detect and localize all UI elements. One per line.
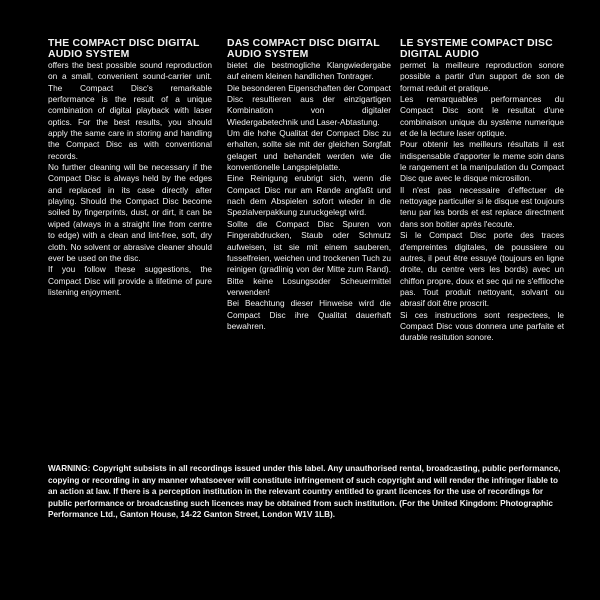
french-paragraph: Si le Compact Disc porte des traces d'empreintes digitales, de poussiere ou autres, il peut être essuyé (toujours en ligne droite, du centre vers les bords) avec un chiffon propre, doux et sec qui ne s'effiloche pas. Tout produit nettoyant, solvant ou abrasif doit être proscrit. <box>400 230 564 309</box>
copyright-warning <box>48 463 568 521</box>
english-title: THE COMPACT DISC DIGITAL AUDIO SYSTEM <box>48 38 200 60</box>
german-paragraph: bietet die bestmogliche Klangwiedergabe auf einem kleinen handlichen Tontrager. <box>227 60 391 82</box>
warning-text: Copyright subsists in all recordings issued under this label. Any unauthorised rental, broadcasting, public performance, copying or recording in any manner whatsoever will constitute infringement of such copyright and will render the infringer liable to an action at law. If there is a perception institution in the relevant country entitled to grant licences for the use of recordings for public performance or broadcasting such licences may be obtained from such institution. (For the United Kingdom: Photographic Performance Ltd., Ganton House, 14-22 Ganton Street, London W1V 1LB). <box>48 464 561 520</box>
french-paragraph: Pour obtenir les meilleurs résultats il est indispensable d'apporter le meme soin dans le rangement et la manipulation du Compact Disc que avec le disque microsillon. <box>400 139 564 184</box>
french-title: LE SYSTEME COMPACT DISC DIGITAL AUDIO <box>400 38 553 60</box>
english-paragraph: offers the best possible sound reproduction on a small, convenient sound-carrier unit. The Compact Disc's remarkable performance is the result of a unique combination of digital playback with laser optics. For the best results, you should apply the same care in storing and handling the Compact Disc as with conventional records. <box>48 60 212 161</box>
french-column <box>400 38 564 344</box>
french-paragraph: Les remarquables performances du Compact Disc sont le resultat d'une combinaison unique du système numerique et de la lecture laser optique. <box>400 94 564 139</box>
french-paragraph: Si ces instructions sont respectees, le Compact Disc vous donnera une parfaite et durable resitution sonore. <box>400 309 564 343</box>
german-paragraph: Sollte die Compact Disc Spuren von Fingerabdrucken, Staub oder Schmutz aufweisen, ist sie mit einem sauberen, fusselfreien, weichen und trockenen Tuch zu reinigen (gradlinig von der Mitte zum Rand). Bitte keine Losungsoder Scheuermittel verwenden! <box>227 218 391 297</box>
french-paragraph: Il n'est pas necessaire d'effectuer de nettoyage particulier si le disque est toujours tenu par les bords et est replace directment dans son boitier après l'ecoute. <box>400 184 564 229</box>
german-title: DAS COMPACT DISC DIGITAL AUDIO SYSTEM <box>227 38 380 60</box>
german-paragraph: Bei Beachtung dieser Hinweise wird die Compact Disc ihre Qualitat dauerhaft bewahren. <box>227 298 391 331</box>
warning-label: WARNING: <box>48 464 91 473</box>
english-column <box>48 38 212 298</box>
german-paragraph: Die besonderen Eigenschaften der Compact Disc resultieren aus der einzigartigen Kombination von digitaler Wiedergabetechnik und Laser-Abtastung. <box>227 82 391 127</box>
english-paragraph: No further cleaning will be necessary if the Compact Disc is always held by the edges and replaced in its case directly after playing. Should the Compact Disc become soiled by fingerprints, dust, or dirt, it can be wiped (always in a straight line from centre to edge) with a clean and lint-free, soft, dry cloth. No solvent or abrasive cleaner should ever be used on the disc. <box>48 162 212 263</box>
german-column <box>227 38 391 332</box>
german-paragraph: Eine Reinigung erubrigt sich, wenn die Compact Disc nur am Rande angfaßt und nach dem Abspielen sofort wieder in die Spezialverpakkung zuruckgelegt wird. <box>227 173 391 218</box>
english-paragraph: If you follow these suggestions, the Compact Disc will provide a lifetime of pure listening enjoyment. <box>48 264 212 297</box>
french-paragraph: permet la meilleure reproduction sonore possible a partir d'un support de son de format reduit et pratique. <box>400 60 564 93</box>
german-paragraph: Um die hohe Qualitat der Compact Disc zu erhalten, sollte sie mit der gleichen Sorgfalt gelagert und behandelt werden wie die konventionelle Langspielplatte. <box>227 128 391 173</box>
